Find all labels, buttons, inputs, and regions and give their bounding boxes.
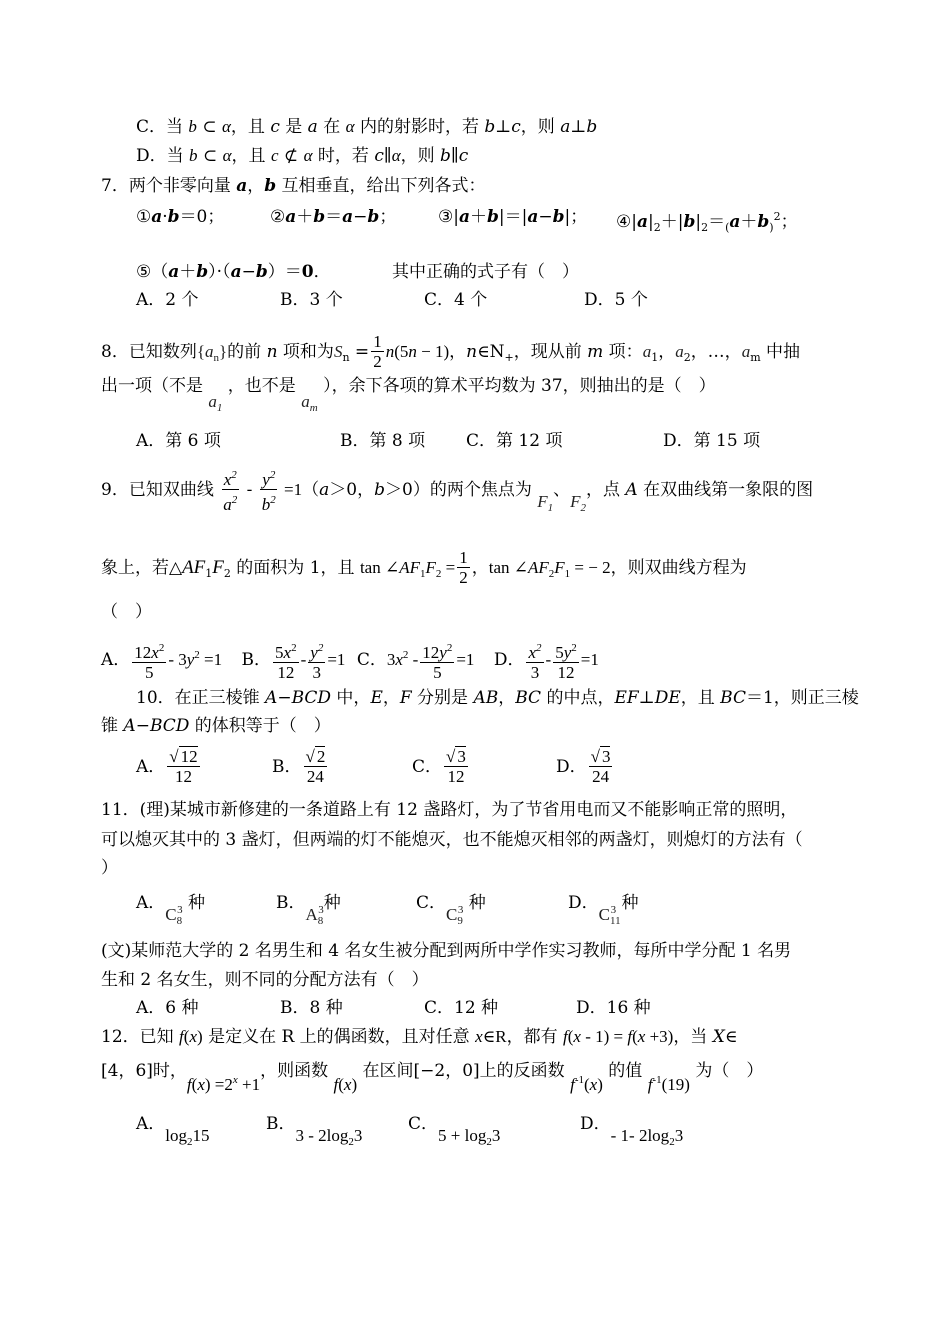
q12-line-1: 12．已知 f(x) 是定义在 R 上的偶函数，且对任意 x∈R，都有 f(x - 1) = f(x +3)，当 X∈ <box>101 1027 738 1047</box>
q9-options: A． $\frac{12x^2}{5}$ - $3y^2 =1$ B． $\frac{5x^2}{12}$ - $\frac{y^2}{3}$ =1 C．$3x^2$ - $\frac{12y^2}{5}$ =1 D． $\frac{x^2}{3}$ - $\frac{5y^2}{12}$ =1 <box>101 630 599 680</box>
q7-option-d: D．5 个 <box>584 290 648 310</box>
q11-option-d: D．$C_{11}^3$ 种 <box>568 893 639 927</box>
q8-option-d: D．第 15 项 <box>663 431 761 451</box>
q10-option-b: B． $\frac{√ 2}{24}$ <box>272 747 326 786</box>
q11-option-b: B．$A_8^3$种 <box>276 893 341 927</box>
q12-line-2: [4，6]时，$f(x) =2^x +1$，则函数 f(x) 在区间[−2，0]上的反函数 $f^{-1}(x)$ 的值 $f^{-1}(19)$ 为（ ） <box>101 1061 764 1094</box>
q6-option-c: C．当 b ⊂ α，且 c 是 a 在 α 内的射影时，若 b⊥c，则 a⊥b <box>136 117 598 137</box>
q7-option-c: C．4 个 <box>424 290 488 310</box>
q11-wen-line-2: 生和 2 名女生，则不同的分配方法有（ ） <box>101 970 429 990</box>
q11-line-2: 可以熄灭其中的 3 盏灯，但两端的灯不能熄灭，也不能熄灭相邻的两盏灯，则熄灯的方法有（ <box>101 830 803 850</box>
q10-line-2: 锥 A−BCD 的体积等于（ ） <box>101 716 331 736</box>
q11-line-3: ） <box>101 858 118 878</box>
q11-wen-option-b: B．8 种 <box>280 998 343 1018</box>
q11-wen-option-c: C．12 种 <box>424 998 499 1018</box>
q8-option-c: C．第 12 项 <box>466 431 563 451</box>
q7-stem: 7．两个非零向量 a，b 互相垂直，给出下列各式： <box>101 176 486 196</box>
q11-wen-option-a: A．6 种 <box>136 998 199 1018</box>
q10-line-1: 10．在正三棱锥 A−BCD 中，E，F 分别是 AB，BC 的中点，EF⊥DE，且 BC＝1，则正三棱 <box>136 688 859 708</box>
q7-formula-5: ⑤（a＋b）·（a−b）＝0． <box>136 262 331 282</box>
q10-option-c: C． $\frac{√ 3}{12}$ <box>412 747 466 786</box>
q10-option-a: A． $\frac{√ 12}{12}$ <box>136 747 198 786</box>
q8-line-2: 出一项（不是 $a_1$ ，也不是 $a_m$ ），余下各项的算术平均数为 37，则抽出的是（ ） <box>101 376 716 414</box>
q12-option-c: C．$5 + \log_23$ <box>408 1114 501 1148</box>
q9-line-3: （ ） <box>101 602 152 622</box>
q11-option-a: A．$C_8^3$ 种 <box>136 893 206 927</box>
q12-option-a: A．$\log_215$ <box>136 1114 210 1148</box>
q8-option-a: A．第 6 项 <box>136 431 221 451</box>
q7-formula-1: ①a·b＝0； <box>136 207 225 227</box>
q11-wen-line-1: (文)某师范大学的 2 名男生和 4 名女生被分配到两所中学作实习教师，每所中学分配 1 名男 <box>101 941 792 961</box>
q8-line-1: 8．已知数列$\{a_n\}$的前 n 项和为$S_n$ = $\frac{1}{2}$ n(5n − 1)，$n\in N_+$，现从前 m 项：$a_1$，$a_2$，…，$a_m$ 中抽 <box>101 332 801 371</box>
q7-option-a: A．2 个 <box>136 290 199 310</box>
q6-option-d: D．当 b ⊂ α，且 c ⊄ α 时，若 c∥α，则 b∥c <box>136 146 469 166</box>
q7-option-b: B．3 个 <box>280 290 343 310</box>
q7-formula-3: ③|a＋b|＝|a−b|； <box>438 207 588 227</box>
q7-formula-2: ②a＋b＝a−b； <box>270 207 397 227</box>
q7-formula-4: $④|a|_2+|b|_2=_(a+b_)^2$； <box>616 210 798 234</box>
q11-option-c: C．$C_9^3$ 种 <box>416 893 486 927</box>
q7-ask: 其中正确的式子有（ ） <box>392 262 579 282</box>
q10-option-d: D． $\frac{√ 3}{24}$ <box>556 747 611 786</box>
q11-line-1: 11．(理)某城市新修建的一条道路上有 12 盏路灯，为了节省用电而又不能影响正常的照明， <box>101 800 798 820</box>
q9-line-1: 9．已知双曲线 $\frac{x^2}{a^2}$ - $\frac{y^2}{b^2}$ =1（a＞0，b＞0）的两个焦点为 $F_1$、$F_2$，点 A 在双曲线第一象限的图 <box>101 466 813 522</box>
q11-wen-option-d: D．16 种 <box>576 998 651 1018</box>
q12-option-b: B．$3 - 2\log_23$ <box>266 1114 363 1148</box>
q9-line-2: 象上，若$\triangle AF_1F_2$ 的面积为 1，且 $\tan \angle AF_1F_2$ = $\frac{1}{2}$ ，$\tan \angle AF_2F_1$ = − 2，则双曲线方程为 <box>101 548 747 587</box>
q12-option-d: D．- 1- $2\log_23$ <box>580 1114 684 1148</box>
q8-option-b: B．第 8 项 <box>340 431 426 451</box>
